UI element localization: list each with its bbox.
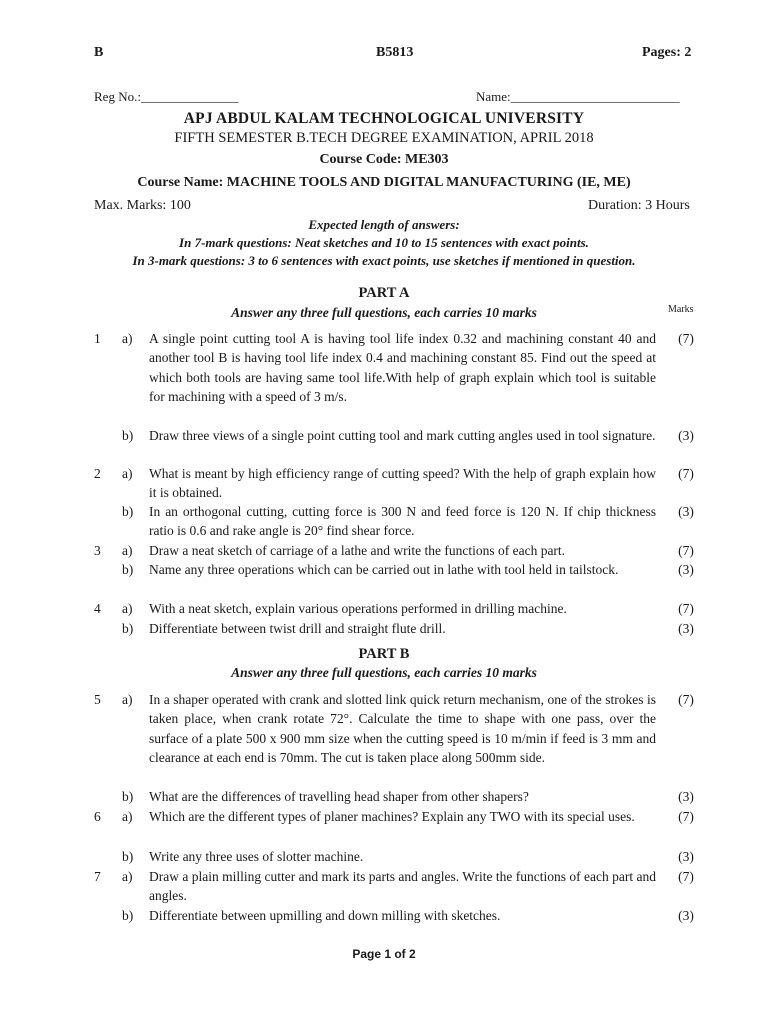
course-name-label: Course Name: [137,175,224,190]
max-marks: Max. Marks: 100 [94,198,191,213]
question-number: 6 [94,809,101,824]
sub-label: b) [122,908,134,923]
question-marks: (7) [678,331,694,346]
question-number: 2 [94,466,101,481]
expected-line-1: In 7-mark questions: Neat sketches and 10 to 15 sentences with exact points. [179,235,589,250]
sub-label: b) [122,621,134,636]
sub-label: a) [122,692,133,707]
question-text: With a neat sketch, explain various operations performed in drilling machine. [149,601,567,616]
question-text: Name any three operations which can be carried out in lathe with tool held in tailstock. [149,562,619,577]
exam-title: FIFTH SEMESTER B.TECH DEGREE EXAMINATION, APRIL 2018 [174,130,594,146]
question-marks: (7) [678,809,694,824]
question-text: Write any three uses of slotter machine. [149,849,364,864]
question-number: 1 [94,331,101,346]
question-number: 3 [94,543,101,558]
question-marks: (3) [678,504,694,519]
duration: Duration: 3 Hours [588,198,690,213]
sub-label: b) [122,428,134,443]
course-name-value: MACHINE TOOLS AND DIGITAL MANUFACTURING (IE, ME) [226,175,631,190]
course-name [0,175,768,191]
question-number: 7 [94,869,101,884]
sub-label: b) [122,789,134,804]
sub-label: a) [122,466,133,481]
marks-column-header: Marks [668,304,694,315]
question-number: 5 [94,692,101,707]
question-marks: (3) [678,849,694,864]
question-marks: (3) [678,621,694,636]
sub-label: a) [122,543,133,558]
question-marks: (7) [678,601,694,616]
expected-line-2: In 3-mark questions: 3 to 6 sentences with exact points, use sketches if mentioned in question. [132,253,636,268]
question-marks: (7) [678,466,694,481]
university-title: APJ ABDUL KALAM TECHNOLOGICAL UNIVERSITY [183,110,585,127]
question-marks: (7) [678,543,694,558]
question-text: Differentiate between twist drill and straight flute drill. [149,621,446,636]
question-marks: (3) [678,562,694,577]
reg-no-field: Reg No.:_______________ [94,89,239,104]
sub-label: a) [122,869,133,884]
series-label: B [94,45,104,60]
name-field: Name:__________________________ [476,89,680,104]
question-marks: (3) [678,428,694,443]
sub-label: a) [122,331,133,346]
question-text: Draw a plain milling cutter and mark its parts and angles. Write the functions of each part and angles. [149,869,656,904]
sub-label: a) [122,601,133,616]
question-text: In a shaper operated with crank and slotted link quick return mechanism, one of the strokes is taken place, when crank rotate 72°. Calculate the time to shape with one pass, over the surface of a plate 500 x 900 mm size when the cutting speed is 10 m/min if feed is 3 mm and clearance at each end is 70mm. The cut is taken place along 500mm side. [149,692,656,766]
question-number: 4 [94,601,101,616]
question-text: Draw a neat sketch of carriage of a lathe and write the functions of each part. [149,543,566,558]
question-text: Differentiate between upmilling and down milling with sketches. [149,908,501,923]
part-b-instruction: Answer any three full questions, each carries 10 marks [231,665,537,680]
expected-title: Expected length of answers: [308,217,460,232]
question-text: What is meant by high efficiency range of cutting speed? With the help of graph explain how it is obtained. [149,466,656,501]
part-b-title: PART B [358,646,410,662]
question-marks: (7) [678,869,694,884]
part-a-instruction: Answer any three full questions, each carries 10 marks [231,305,537,320]
question-marks: (3) [678,908,694,923]
question-text: What are the differences of travelling head shaper from other shapers? [149,789,529,804]
part-a-title: PART A [358,285,410,301]
sub-label: b) [122,562,134,577]
course-code: Course Code: ME303 [319,152,449,167]
page-count: Pages: 2 [642,45,692,60]
page-footer: Page 1 of 2 [352,947,416,961]
question-text: In an orthogonal cutting, cutting force is 300 N and feed force is 120 N. If chip thickness ratio is 0.6 and rake angle is 20° find shear force. [149,504,656,539]
question-marks: (7) [678,692,694,707]
question-text: Which are the different types of planer machines? Explain any TWO with its special uses. [149,809,635,824]
question-marks: (3) [678,789,694,804]
sub-label: a) [122,809,133,824]
sub-label: b) [122,504,134,519]
sub-label: b) [122,849,134,864]
question-text: Draw three views of a single point cutting tool and mark cutting angles used in tool signature. [149,428,656,443]
question-text: A single point cutting tool A is having tool life index 0.32 and machining constant 40 and another tool B is having tool life index 0.4 and machining constant 85. Find out the speed at which both tools are having same tool life.With help of graph explain which tool is suitable for machining with a speed of 3 m/s. [149,331,656,405]
paper-code: B5813 [376,45,414,60]
